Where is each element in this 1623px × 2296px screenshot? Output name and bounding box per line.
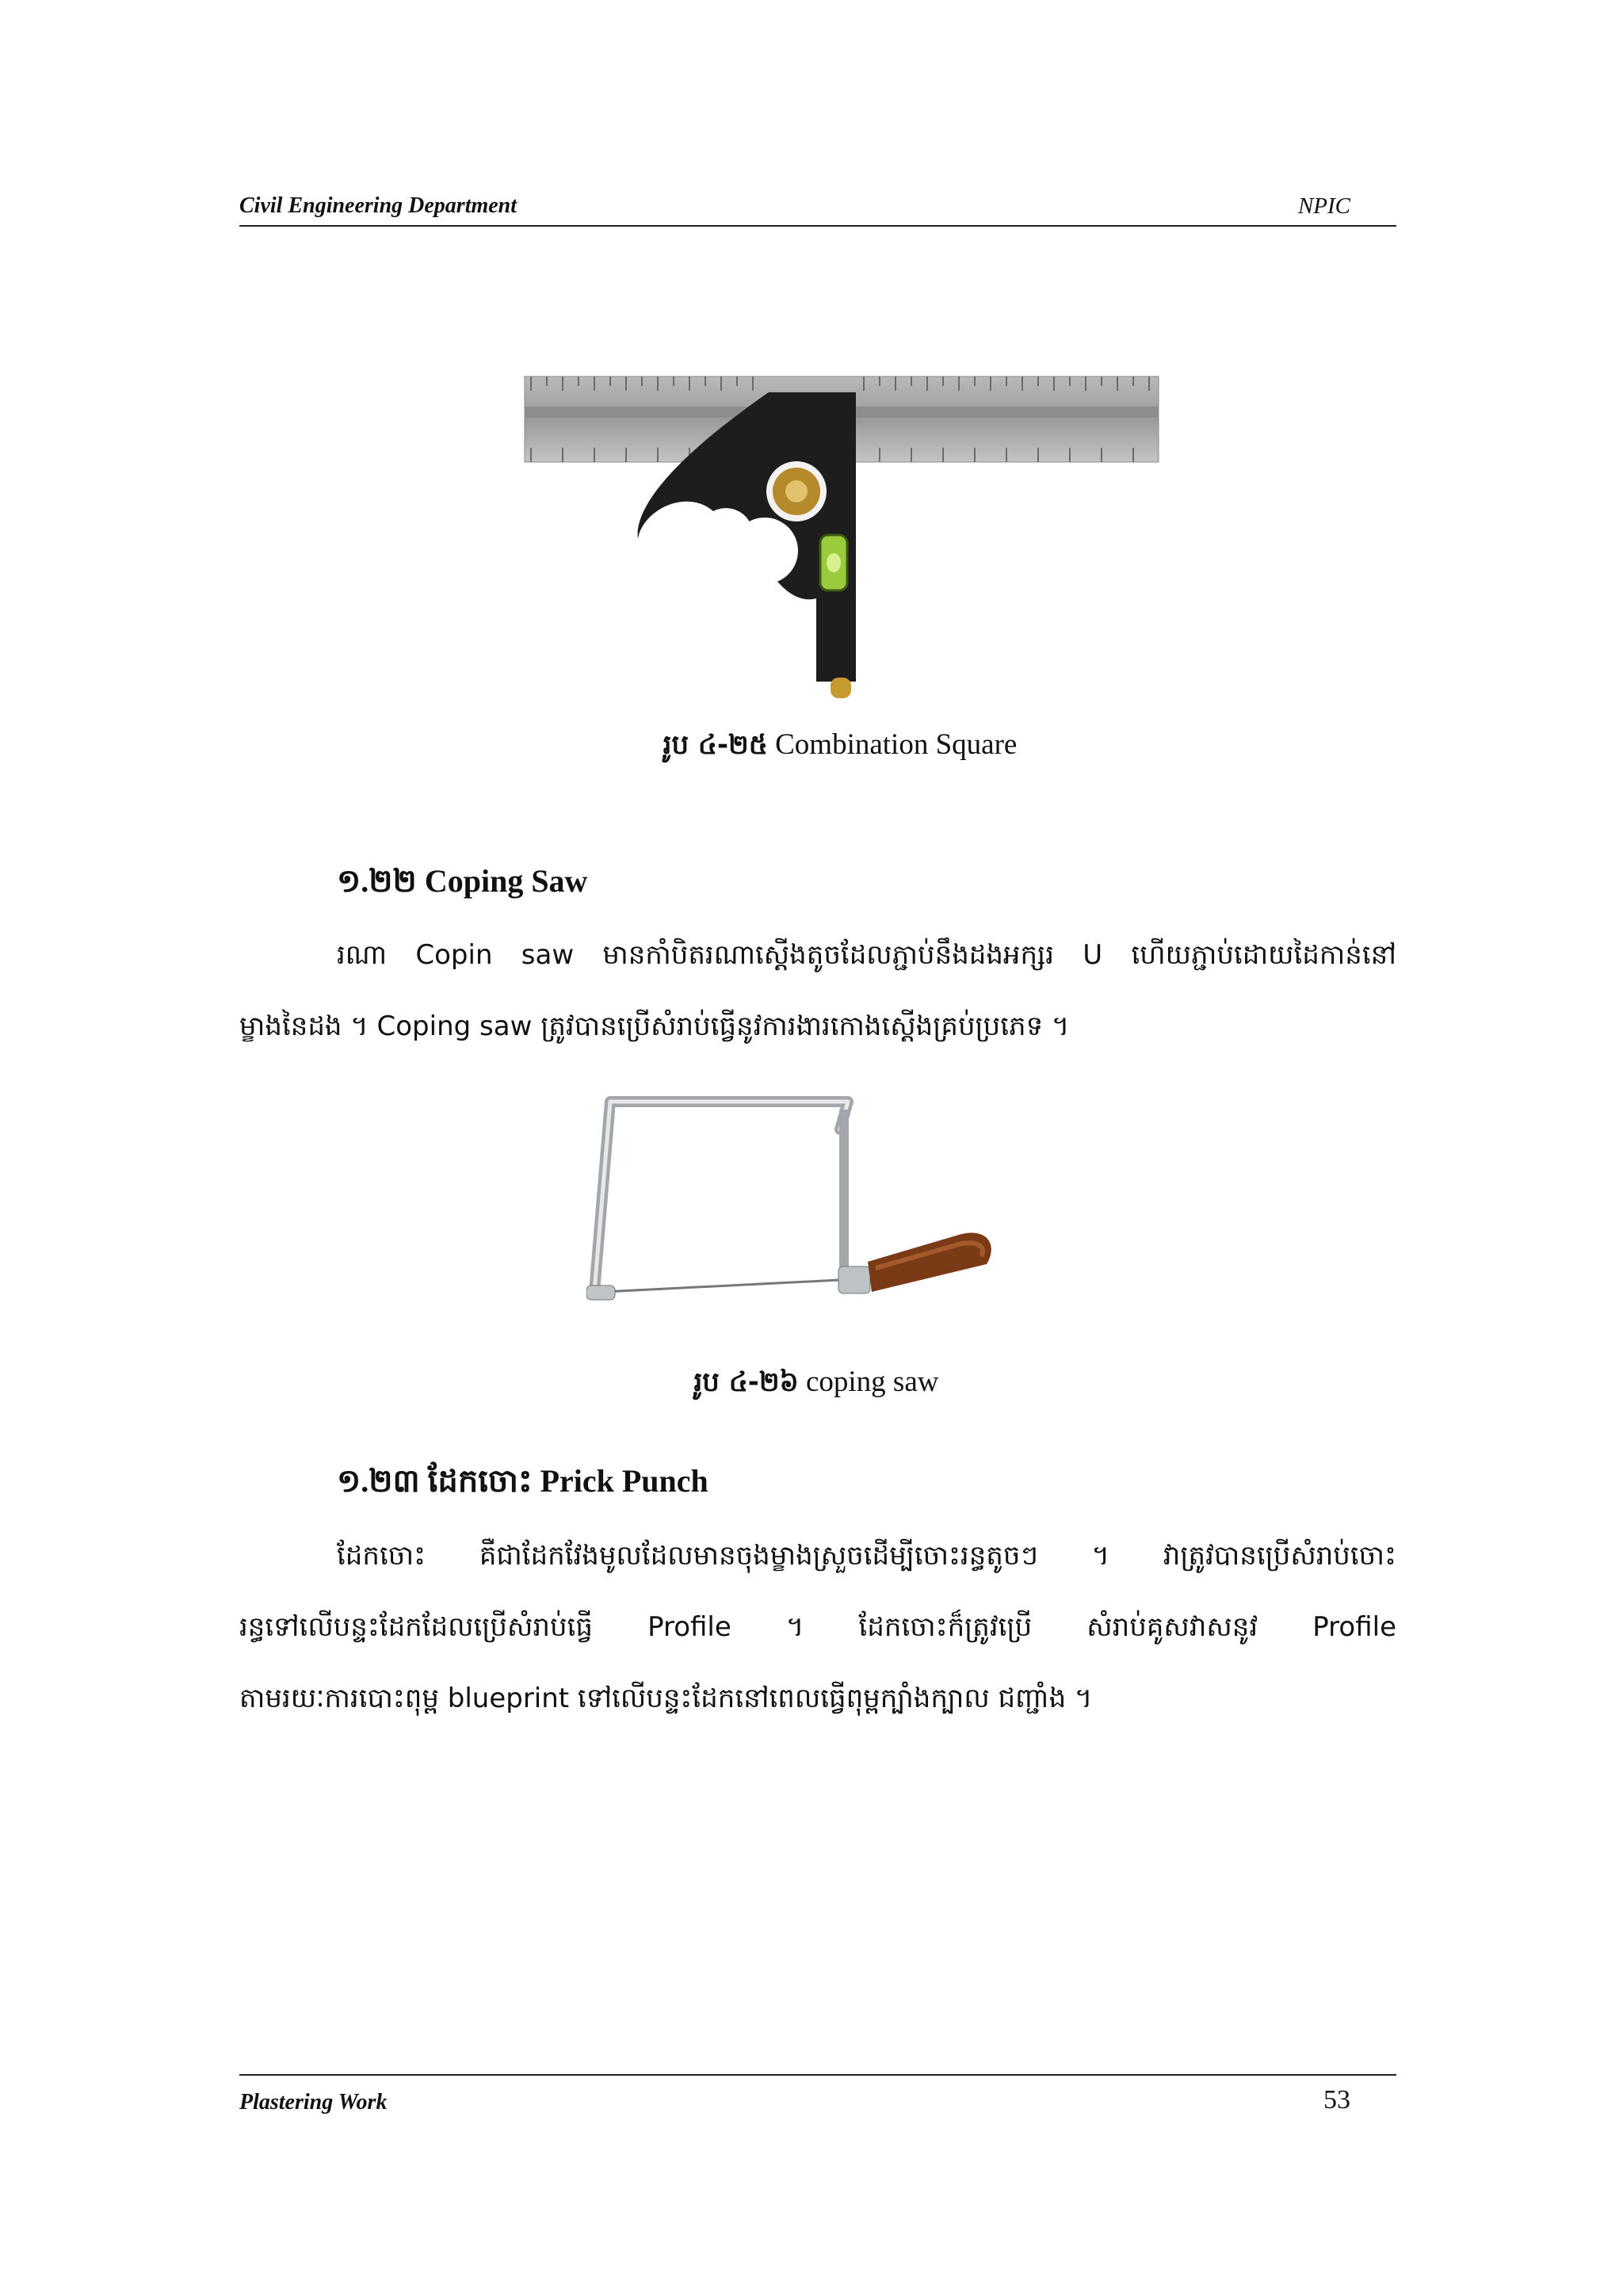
page-header: [239, 193, 1396, 227]
figure1-caption-text: Combination Square: [775, 728, 1018, 761]
paragraph-line: រន្ធទៅលើបន្ទះដែកដែលប្រើសំរាប់ធ្វើ Profile ។ ដែកចោះក៏ត្រូវប្រើ សំរាប់គូសវាសនូវ Profile: [239, 1611, 1396, 1643]
paragraph-line: ម្ខាងនៃដង ។ Coping saw ត្រូវបានប្រើសំរាប់ធ្វើនូវការងារកោងស្តើងគ្រប់ប្រភេទ ។: [239, 1010, 1070, 1042]
figure1-caption: [515, 728, 1165, 767]
page-footer: [239, 2074, 1396, 2115]
footer-course-title: Plastering Work: [239, 2090, 388, 2115]
paragraph-line: តាមរយៈការបោះពុម្ព blueprint ទៅលើបន្ទះដែកនៅពេលធ្វើពុម្ពក្បាំងក្បាល ជញ្ជាំង ។: [239, 1683, 1093, 1714]
section-heading-prick-punch: ១.២៣ ដែកចោះ Prick Punch: [337, 1463, 708, 1499]
header-institution: NPIC: [1297, 193, 1350, 219]
figure2-caption-text: coping saw: [805, 1366, 939, 1398]
section-heading-coping-saw: ១.២២ Coping Saw: [337, 863, 588, 899]
header-department: Civil Engineering Department: [239, 193, 517, 218]
paragraph-line: រណា Copin saw មានកាំបិតរណាស្តើងតូចដែលភ្ជាប់នឹងដងអក្សរ U ហើយភ្ជាប់ដោយដៃកាន់នៅ: [337, 939, 1396, 971]
figure2-caption-label: រូប ៤-២៦: [693, 1366, 799, 1398]
figure2-caption: [586, 1365, 1046, 1404]
prick-punch-paragraph: [239, 1520, 1396, 1734]
coping-saw-paragraph: [239, 919, 1396, 1062]
paragraph-line: ដែកចោះ គឺជាដែកវែងមូលដែលមានចុងម្ខាងស្រួចដើម្បីចោះរន្ធតូចៗ ។ វាត្រូវបានប្រើសំរាប់ចោះ: [337, 1540, 1396, 1572]
combination-square-image: [515, 369, 1165, 705]
page-number: 53: [1323, 2085, 1350, 2115]
figure1-caption-label: រូប ៤-២៥: [663, 729, 768, 761]
coping-saw-image: [586, 1078, 1046, 1331]
